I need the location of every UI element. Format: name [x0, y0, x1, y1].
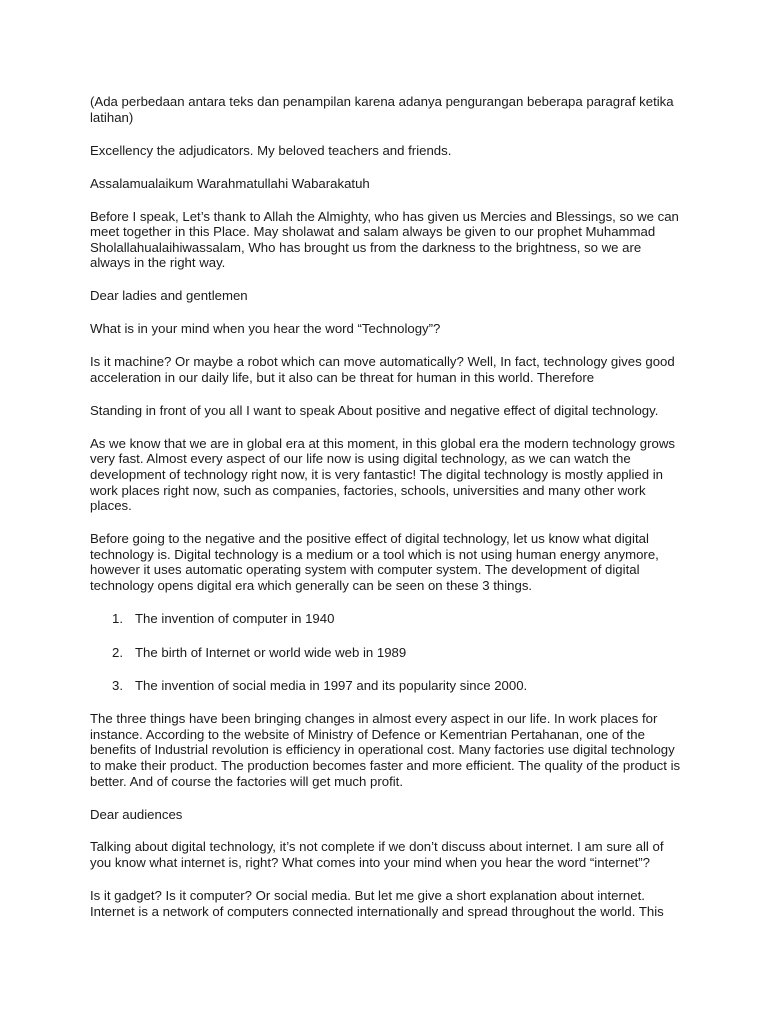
paragraph-definition: Before going to the negative and the positive effect of digital technology, let us know what digital technology is. Digital technology is a medium or a tool which is not using human energy anymore, however it uses automatic operating system with computer system. The development of digital technology opens digital era which generally can be seen on these 3 things. [90, 531, 659, 593]
list-item-number: 1. [112, 610, 123, 626]
list-item-text: The birth of Internet or world wide web in 1989 [135, 644, 407, 660]
list-item [90, 611, 682, 627]
paragraph-salam: Assalamualaikum Warahmatullahi Wabarakatuh [90, 175, 370, 191]
list-item [90, 678, 682, 694]
paragraph-question: What is in your mind when you hear the word “Technology”? [90, 321, 441, 337]
list-item-text: The invention of computer in 1940 [135, 610, 335, 626]
paragraph-changes: The three things have been bringing changes in almost every aspect in our life. In work places for instance. According to the website of Ministry of Defence or Kementrian Pertahanan, one of the benefits of Industrial revolution is efficiency in operational cost. Many factories use digital technology to make their product. The production becomes faster and more efficient. The quality of the product is better. And of course the factories will get much profit. [90, 711, 681, 789]
list-item-number: 3. [112, 678, 123, 694]
list-item [90, 645, 682, 661]
paragraph-note: (Ada perbedaan antara teks dan penampilan karena adanya pengurangan beberapa paragraf ketika latihan) [90, 94, 674, 125]
document-body [90, 94, 682, 937]
paragraph-internet: Talking about digital technology, it’s not complete if we don’t discuss about internet. I am sure all of you know what internet is, right? What comes into your mind when you hear the word “internet”? [90, 839, 664, 871]
paragraph-greeting: Excellency the adjudicators. My beloved teachers and friends. [90, 142, 452, 158]
paragraph-global-era: As we know that we are in global era at this moment, in this global era the modern technology grows very fast. Almost every aspect of our life now is using digital technology, as we can watch the development of technology right now, it is very fantastic! The digital technology is mostly applied in work places right now, such as companies, factories, schools, universities and many other work places. [90, 435, 675, 514]
paragraph-address: Dear ladies and gentlemen [90, 288, 248, 304]
paragraph-technology: Is it machine? Or maybe a robot which can move automatically? Well, In fact, technology gives good acceleration in our daily life, but it also can be threat for human in this world. Therefore [90, 354, 675, 385]
paragraph-address-2: Dear audiences [90, 806, 183, 822]
paragraph-opening: Before I speak, Let’s thank to Allah the Almighty, who has given us Mercies and Blessings, so we can meet together in this Place. May sholawat and salam always be given to our prophet Muhammad Sholallahualaihiwassalam, Who has brought us from the darkness to the brightness, so we are always in the right way. [90, 208, 679, 271]
list-item-text: The invention of social media in 1997 and its popularity since 2000. [135, 678, 528, 694]
numbered-list [90, 611, 682, 694]
paragraph-topic: Standing in front of you all I want to speak About positive and negative effect of digital technology. [90, 402, 659, 418]
list-item-number: 2. [112, 644, 123, 660]
paragraph-internet-explanation: Is it gadget? Is it computer? Or social media. But let me give a short explanation about internet. Internet is a network of computers connected internationally and spread throughout the world. This [90, 888, 664, 919]
